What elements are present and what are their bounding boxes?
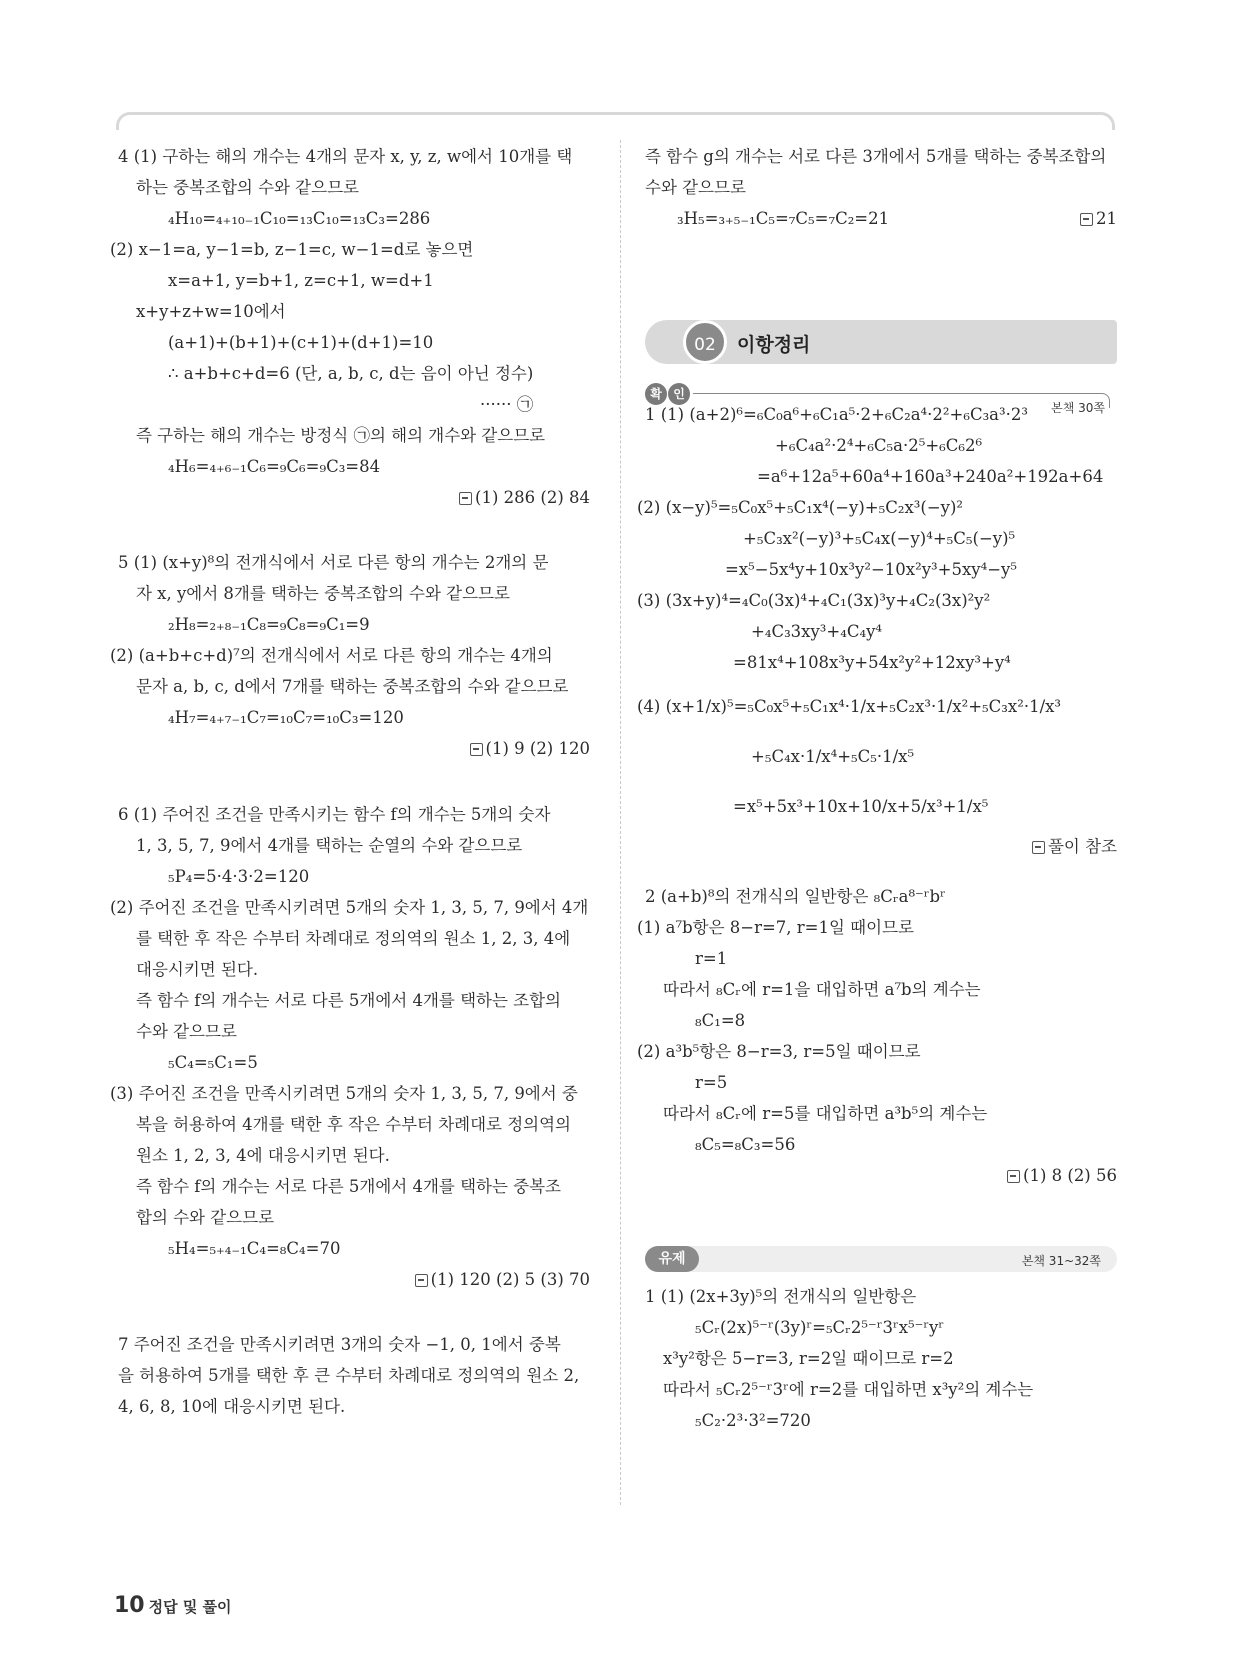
answer-icon [1080, 213, 1093, 226]
check-badge-char: 인 [668, 383, 690, 405]
text-line: ₅C₄=₅C₁=5 [168, 1053, 258, 1072]
text-line: =81x⁴+108x³y+54x²y²+12xy³+y⁴ [733, 653, 1011, 672]
text-line: ₈C₅=₈C₃=56 [695, 1135, 796, 1154]
text-line: r=5 [695, 1073, 728, 1092]
text-line: 을 허용하여 5개를 택한 후 큰 수부터 차례대로 정의역의 원소 2, [118, 1366, 580, 1385]
answer-icon [1032, 841, 1045, 854]
answer-line [1080, 207, 1117, 231]
text-line: 즉 함수 f의 개수는 서로 다른 5개에서 4개를 택하는 조합의 [136, 991, 561, 1010]
text-line: ₄H₁₀=₄₊₁₀₋₁C₁₀=₁₃C₁₀=₁₃C₃=286 [168, 209, 431, 228]
text-line: +₆C₄a²·2⁴+₆C₅a·2⁵+₆C₆2⁶ [775, 436, 983, 455]
text-line: 따라서 ₈Cᵣ에 r=5를 대입하면 a³b⁵의 계수는 [663, 1104, 988, 1123]
text-line: (3) (3x+y)⁴=₄C₀(3x)⁴+₄C₁(3x)³y+₄C₂(3x)²y² [637, 591, 991, 610]
text-line: ₄H₆=₄₊₆₋₁C₆=₉C₆=₉C₃=84 [168, 457, 381, 476]
text-line: 7 주어진 조건을 만족시키려면 3개의 숫자 −1, 0, 1에서 중복 [118, 1335, 561, 1354]
text-line: 원소 1, 2, 3, 4에 대응시키면 된다. [136, 1146, 390, 1165]
check-badge [645, 383, 691, 405]
text-line: 1 (1) (a+2)⁶=₆C₀a⁶+₆C₁a⁵·2+₆C₂a⁴·2²+₆C₃a³·2³ [645, 405, 1028, 424]
answer-text: 풀이 참조 [1047, 837, 1117, 856]
text-line: 하는 중복조합의 수와 같으므로 [136, 178, 359, 197]
text-line: ₃H₅=₃₊₅₋₁C₅=₇C₅=₇C₂=21 [677, 209, 890, 228]
page-footer [114, 1593, 232, 1618]
text-line: 5 (1) (x+y)⁸의 전개식에서 서로 다른 항의 개수는 2개의 문 [118, 553, 549, 572]
answer-icon [459, 492, 472, 505]
text-line: 1 (1) (2x+3y)⁵의 전개식의 일반항은 [645, 1287, 917, 1306]
page-top-border [116, 112, 1115, 130]
text-line: 수와 같으므로 [645, 178, 746, 197]
footer-label: 정답 및 풀이 [148, 1598, 232, 1616]
answer-line [470, 737, 590, 761]
answer-line [1007, 1164, 1117, 1188]
text-line: +₄C₃3xy³+₄C₄y⁴ [751, 622, 883, 641]
text-line: ∴ a+b+c+d=6 (단, a, b, c, d는 음이 아닌 정수) [168, 364, 534, 383]
text-line: 를 택한 후 작은 수부터 차례대로 정의역의 원소 1, 2, 3, 4에 [136, 929, 571, 948]
text-line: 복을 허용하여 4개를 택한 후 작은 수부터 차례대로 정의역의 [136, 1115, 571, 1134]
text-line: ₅Cᵣ(2x)⁵⁻ʳ(3y)ʳ=₅Cᵣ2⁵⁻ʳ3ʳx⁵⁻ʳyʳ [695, 1318, 945, 1337]
text-line: (2) (x−y)⁵=₅C₀x⁵+₅C₁x⁴(−y)+₅C₂x³(−y)² [637, 498, 964, 517]
section-banner [645, 320, 1117, 364]
text-line: 대응시키면 된다. [136, 960, 259, 979]
text-line: =x⁵+5x³+10x+10/x+5/x³+1/x⁵ [733, 797, 989, 816]
text-line: 따라서 ₅Cᵣ2⁵⁻ʳ3ʳ에 r=2를 대입하면 x³y²의 계수는 [663, 1380, 1034, 1399]
answer-text: (1) 120 (2) 5 (3) 70 [430, 1270, 590, 1289]
text-line: 합의 수와 같으므로 [136, 1208, 275, 1227]
text-line: ₅C₂·2³·3²=720 [695, 1411, 811, 1430]
check-page-ref: 본책 30쪽 [1051, 401, 1105, 415]
text-line: (2) (a+b+c+d)⁷의 전개식에서 서로 다른 항의 개수는 4개의 [110, 646, 553, 665]
text-line: (2) a³b⁵항은 8−r=3, r=5일 때이므로 [637, 1042, 921, 1061]
answer-text: 21 [1096, 209, 1117, 228]
yuje-badge: 유제 [645, 1246, 699, 1272]
answer-text: (1) 8 (2) 56 [1023, 1166, 1117, 1185]
text-line: ₄H₇=₄₊₇₋₁C₇=₁₀C₇=₁₀C₃=120 [168, 708, 404, 727]
text-line: 문자 a, b, c, d에서 7개를 택하는 중복조합의 수와 같으므로 [136, 677, 569, 696]
text-line: ······ ㉠ [480, 395, 534, 414]
text-line: 즉 함수 g의 개수는 서로 다른 3개에서 5개를 택하는 중복조합의 [645, 147, 1107, 166]
yuje-header [645, 1246, 1117, 1272]
text-line: x=a+1, y=b+1, z=c+1, w=d+1 [168, 271, 434, 290]
text-line: ₈C₁=8 [695, 1011, 746, 1030]
text-line: ₅P₄=5·4·3·2=120 [168, 867, 310, 886]
section-title: 이항정리 [737, 334, 811, 356]
column-divider [620, 140, 621, 1505]
text-line: 즉 함수 f의 개수는 서로 다른 5개에서 4개를 택하는 중복조 [136, 1177, 561, 1196]
text-line: +₅C₄x·1/x⁴+₅C₅·1/x⁵ [751, 747, 915, 766]
text-line: x+y+z+w=10에서 [136, 302, 286, 321]
answer-line [459, 486, 590, 510]
answer-icon [1007, 1170, 1020, 1183]
text-line: 자 x, y에서 8개를 택하는 중복조합의 수와 같으므로 [136, 584, 510, 603]
text-line: =a⁶+12a⁵+60a⁴+160a³+240a²+192a+64 [757, 467, 1104, 486]
answer-line [415, 1268, 590, 1292]
text-line: (1) a⁷b항은 8−r=7, r=1일 때이므로 [637, 918, 914, 937]
answer-icon [415, 1274, 428, 1287]
text-line: r=1 [695, 949, 728, 968]
answer-text: (1) 9 (2) 120 [485, 739, 590, 758]
text-line: =x⁵−5x⁴y+10x³y²−10x²y³+5xy⁴−y⁵ [725, 560, 1017, 579]
text-line: x³y²항은 5−r=3, r=2일 때이므로 r=2 [663, 1349, 954, 1368]
text-line: 즉 구하는 해의 개수는 방정식 ㉠의 해의 개수와 같으므로 [136, 426, 546, 445]
answer-icon [470, 743, 483, 756]
section-number: 02 [683, 320, 727, 364]
check-badge-char: 확 [645, 383, 667, 405]
text-line: ₅H₄=₅₊₄₋₁C₄=₈C₄=70 [168, 1239, 341, 1258]
text-line: (a+1)+(b+1)+(c+1)+(d+1)=10 [168, 333, 434, 352]
yuje-page-ref: 본책 31~32쪽 [1021, 1254, 1101, 1268]
text-line: 2 (a+b)⁸의 전개식의 일반항은 ₈Cᵣa⁸⁻ʳbʳ [645, 887, 946, 906]
text-line: (4) (x+1/x)⁵=₅C₀x⁵+₅C₁x⁴·1/x+₅C₂x³·1/x²+₅C₃x²·1/x³ [637, 697, 1062, 716]
text-line: 따라서 ₈Cᵣ에 r=1을 대입하면 a⁷b의 계수는 [663, 980, 981, 999]
text-line: ₂H₈=₂₊₈₋₁C₈=₉C₈=₉C₁=9 [168, 615, 370, 634]
text-line: 수와 같으므로 [136, 1022, 237, 1041]
page-number: 10 [114, 1593, 145, 1618]
text-line: +₅C₃x²(−y)³+₅C₄x(−y)⁴+₅C₅(−y)⁵ [743, 529, 1016, 548]
text-line: 4, 6, 8, 10에 대응시키면 된다. [118, 1397, 346, 1416]
answer-line [1032, 835, 1117, 859]
answer-text: (1) 286 (2) 84 [475, 488, 590, 507]
text-line: 4 (1) 구하는 해의 개수는 4개의 문자 x, y, z, w에서 10개를 택 [118, 147, 573, 166]
text-line: (2) x−1=a, y−1=b, z−1=c, w−1=d로 놓으면 [110, 240, 474, 259]
text-line: 1, 3, 5, 7, 9에서 4개를 택하는 순열의 수와 같으므로 [136, 836, 523, 855]
text-line: (2) 주어진 조건을 만족시키려면 5개의 숫자 1, 3, 5, 7, 9에서 4개 [110, 898, 589, 917]
text-line: (3) 주어진 조건을 만족시키려면 5개의 숫자 1, 3, 5, 7, 9에서 중 [110, 1084, 578, 1103]
text-line: 6 (1) 주어진 조건을 만족시키는 함수 f의 개수는 5개의 숫자 [118, 805, 551, 824]
